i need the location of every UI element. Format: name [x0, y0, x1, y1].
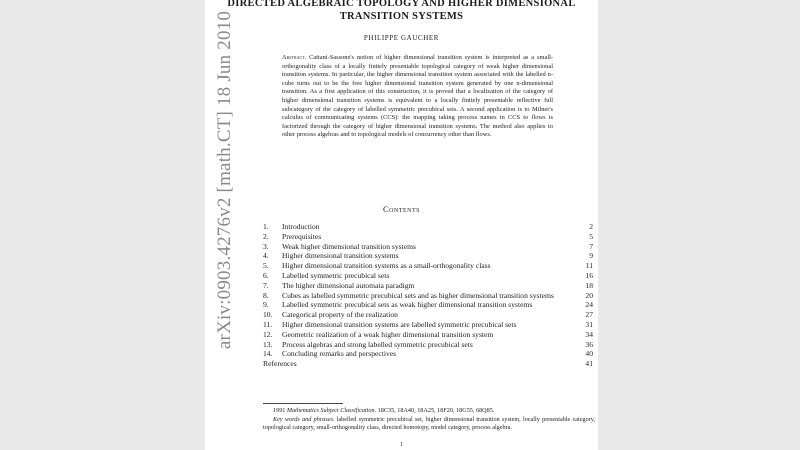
- abstract: [282, 54, 553, 140]
- toc-entry-page: 5: [589, 231, 593, 241]
- toc-entry[interactable]: [263, 359, 593, 369]
- toc-entry-page: 7: [589, 241, 593, 251]
- keywords-text: labelled symmetric precubical set, higher dimensional transition system, locally presentable category, topological category, small-orthogonality class, directed homotopy, model category, process algebra.: [263, 416, 595, 432]
- toc-entry-number: 14.: [263, 349, 273, 359]
- toc-entry[interactable]: [263, 291, 593, 301]
- toc-entry-page: 36: [585, 339, 593, 349]
- toc-entry-title: Process algebras and strong labelled symmetric precubical sets: [282, 339, 473, 349]
- toc-entry-page: 20: [585, 290, 593, 300]
- toc-entry[interactable]: [263, 271, 593, 281]
- toc-entry-number: 7.: [263, 280, 269, 290]
- toc-entry-page: 24: [585, 300, 593, 310]
- toc-entry-title: Cubes as labelled symmetric precubical sets and as higher dimensional transition systems: [282, 290, 554, 300]
- toc-entry[interactable]: [263, 251, 593, 261]
- toc-entry[interactable]: [263, 222, 593, 232]
- keywords-label: Key words and phrases.: [273, 416, 335, 423]
- toc-entry-number: 2.: [263, 231, 269, 241]
- toc-entry[interactable]: [263, 320, 593, 330]
- toc-entry[interactable]: [263, 261, 593, 271]
- toc-entry-title: The higher dimensional automata paradigm: [282, 280, 415, 290]
- msc-label: Mathematics Subject Classification.: [286, 407, 377, 414]
- toc-entry-title: Labelled symmetric precubical sets: [282, 270, 390, 280]
- paper-page: [205, 0, 598, 450]
- toc-entry-number: 6.: [263, 270, 269, 280]
- contents-heading: Contents: [382, 204, 420, 214]
- toc-entry-title: Higher dimensional transition systems as a small-orthogonality class: [282, 261, 491, 271]
- toc-entry-number: 12.: [263, 329, 273, 339]
- author-name: PHILIPPE GAUCHER: [363, 34, 440, 42]
- toc-entry-title: Geometric realization of a weak higher dimensional transition system: [282, 329, 494, 339]
- toc-entry-number: 1.: [263, 222, 269, 231]
- toc-entry-title: Higher dimensional transition systems: [282, 251, 399, 261]
- toc-entry-title: Higher dimensional transition systems are labelled symmetric precubical sets: [282, 319, 517, 329]
- toc-entry-title: References: [263, 359, 297, 369]
- toc-entry-page: 31: [585, 319, 593, 329]
- toc-entry-page: 18: [585, 280, 593, 290]
- toc-entry-title: Weak higher dimensional transition systems: [282, 241, 416, 251]
- toc-entry-number: 13.: [263, 339, 273, 349]
- toc-entry[interactable]: [263, 232, 593, 242]
- toc-entry[interactable]: [263, 349, 593, 359]
- toc-entry-number: 4.: [263, 251, 269, 261]
- toc-entry-title: Prerequisites: [282, 231, 322, 241]
- footnote-divider: [263, 403, 343, 404]
- toc-entry-number: 5.: [263, 261, 269, 271]
- toc-entry[interactable]: [263, 340, 593, 350]
- msc-codes: 18C35, 18A40, 18A25, 18F20, 18G55, 68Q85.: [377, 407, 495, 414]
- table-of-contents: [263, 222, 593, 369]
- toc-entry-page: 27: [585, 310, 593, 320]
- toc-entry-number: 3.: [263, 241, 269, 251]
- toc-entry-number: 11.: [263, 319, 273, 329]
- toc-entry-page: 41: [585, 359, 593, 369]
- toc-entry-title: Concluding remarks and perspectives: [282, 349, 397, 359]
- toc-entry-number: 10.: [263, 310, 273, 320]
- toc-entry[interactable]: [263, 300, 593, 310]
- abstract-text: Cattani-Sassone's notion of higher dimensional transition system is interpreted as a small-orthogonality class of a locally finitely presentable topological category of weak higher dimensional transition systems. In particular, the higher dimensional transition system associated with the labelled n-cube turns out to be the free higher dimensional transition system generated by one n-dimensional transition. As a first application of this construction, it is proved that a localization of the category of higher dimensional transition systems is equivalent to a locally finitely presentable reflective full subcategory of the category of labelled symmetric precubical sets. A second application is to Milner's calculus of communicating systems (CCS): the mapping taking process names in CCS to flows is factorized through the category of higher dimensional transition systems. The method also applies to other process algebras and to topological models of concurrency other than flows.: [282, 54, 553, 139]
- toc-entry-page: 11: [585, 261, 593, 271]
- toc-entry[interactable]: [263, 330, 593, 340]
- toc-entry-page: 2: [589, 222, 593, 231]
- toc-entry[interactable]: [263, 242, 593, 252]
- abstract-label: Abstract.: [282, 54, 307, 61]
- toc-entry-page: 16: [585, 270, 593, 280]
- arxiv-identifier-stamp: arXiv:0903.4276v2 [math.CT] 18 Jun 2010: [214, 10, 235, 350]
- toc-entry-page: 9: [589, 251, 593, 261]
- toc-entry-number: 9.: [263, 300, 269, 310]
- toc-entry-page: 40: [585, 349, 593, 359]
- toc-entry-page: 34: [585, 329, 593, 339]
- paper-title-line-1: DIRECTED ALGEBRAIC TOPOLOGY AND HIGHER DIMENSIONAL: [227, 0, 576, 9]
- toc-entry-number: 8.: [263, 290, 269, 300]
- toc-entry-title: Introduction: [282, 222, 320, 231]
- paper-title-line-2: TRANSITION SYSTEMS: [339, 11, 464, 22]
- msc-year: 1991: [273, 407, 286, 414]
- page-number: 1: [400, 442, 403, 448]
- toc-entry[interactable]: [263, 310, 593, 320]
- toc-entry-title: Categorical property of the realization: [282, 310, 398, 320]
- footnote-keywords: [263, 416, 595, 433]
- toc-entry-title: Labelled symmetric precubical sets as weak higher dimensional transition systems: [282, 300, 533, 310]
- footnote-msc: [263, 407, 595, 415]
- toc-entry[interactable]: [263, 281, 593, 291]
